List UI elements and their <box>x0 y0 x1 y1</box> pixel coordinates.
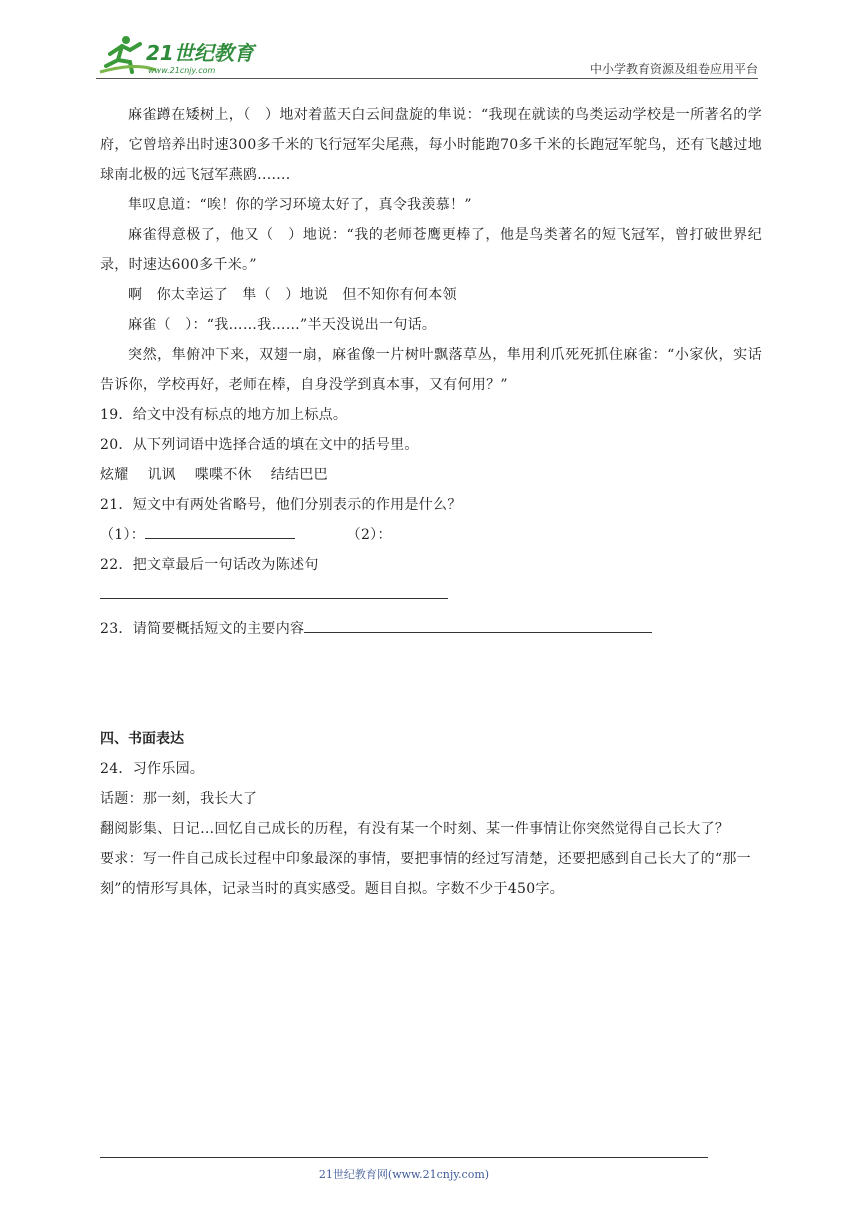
passage-paragraph-6: 突然，隼俯冲下来，双翅一扇，麻雀像一片树叶飘落草丛，隼用利爪死死抓住麻雀：“小家伙，实话告诉你，学校再好，老师在棒，自身没学到真本事，又有何用？” <box>100 347 762 393</box>
essay-requirement: 要求：写一件自己成长过程中印象最深的事情，要把事情的经过写清楚，还要把感到自己长大了的“那一刻”的情形写具体，记录当时的真实感受。题目自拟。字数不少于450字。 <box>100 851 751 897</box>
answer-blank-23[interactable] <box>304 616 652 633</box>
question-24: 24．习作乐园。 <box>100 761 205 777</box>
essay-prompt: 翻阅影集、日记…回忆自己成长的历程，有没有某一个时刻、某一件事情让你突然觉得自己长大了？ <box>100 821 730 837</box>
section-title: 四、书面表达 <box>100 731 184 747</box>
essay-topic: 话题：那一刻，我长大了 <box>100 791 258 807</box>
passage-paragraph-3: 麻雀得意极了，他又（ ）地说：“我的老师苍鹰更棒了，他是鸟类著名的短飞冠军，曾打破世界纪录，时速达600多千米。” <box>100 227 762 273</box>
main-content <box>100 100 762 904</box>
passage-paragraph-1: 麻雀蹲在矮树上，（ ）地对着蓝天白云间盘旋的隼说：“我现在就读的鸟类运动学校是一所著名的学府，它曾培养出时速300多千米的飞行冠军尖尾燕，每小时能跑70多千米的长跑冠军鸵鸟，还有飞越过地球南北极的远飞冠军燕鸥....... <box>100 107 762 183</box>
passage-paragraph-4: 啊 你太幸运了 隼（ ）地说 但不知你有何本领 <box>128 287 457 303</box>
passage-paragraph-2: 隼叹息道：“唉！你的学习环境太好了，真令我羡慕！” <box>128 197 472 213</box>
question-23: 23．请简要概括短文的主要内容 <box>100 621 305 637</box>
word-option: 讥讽 <box>147 467 176 483</box>
footer-divider <box>100 1157 708 1158</box>
answer-blank-22[interactable] <box>100 582 448 599</box>
logo-url: www.21cnjy.com <box>148 66 216 75</box>
logo-text: 21世纪教育 <box>146 41 254 65</box>
header-divider <box>96 78 758 79</box>
answer-label-2: （2）： <box>346 527 392 543</box>
logo-icon <box>96 32 266 78</box>
question-22: 22．把文章最后一句话改为陈述句 <box>100 557 319 573</box>
question-23-line <box>100 614 762 644</box>
word-option: 结结巴巴 <box>270 467 328 483</box>
question-20: 20．从下列词语中选择合适的填在文中的括号里。 <box>100 437 419 453</box>
page-header <box>96 32 758 78</box>
question-21: 21．短文中有两处省略号，他们分别表示的作用是什么？ <box>100 497 462 513</box>
answer-blank-1[interactable] <box>145 522 295 539</box>
word-option: 炫耀 <box>100 467 129 483</box>
answer-label-1: （1）： <box>100 527 146 543</box>
question-21-answers <box>100 520 762 550</box>
word-option: 喋喋不休 <box>194 467 252 483</box>
footer-text: 21世纪教育网(www.21cnjy.com) <box>318 1168 490 1181</box>
question-19: 19．给文中没有标点的地方加上标点。 <box>100 407 348 423</box>
question-22-answer <box>100 580 762 610</box>
platform-name: 中小学教育资源及组卷应用平台 <box>589 62 758 76</box>
passage-paragraph-5: 麻雀（ ）：“我……我……”半天没说出一句话。 <box>128 317 437 333</box>
word-bank <box>100 460 762 490</box>
